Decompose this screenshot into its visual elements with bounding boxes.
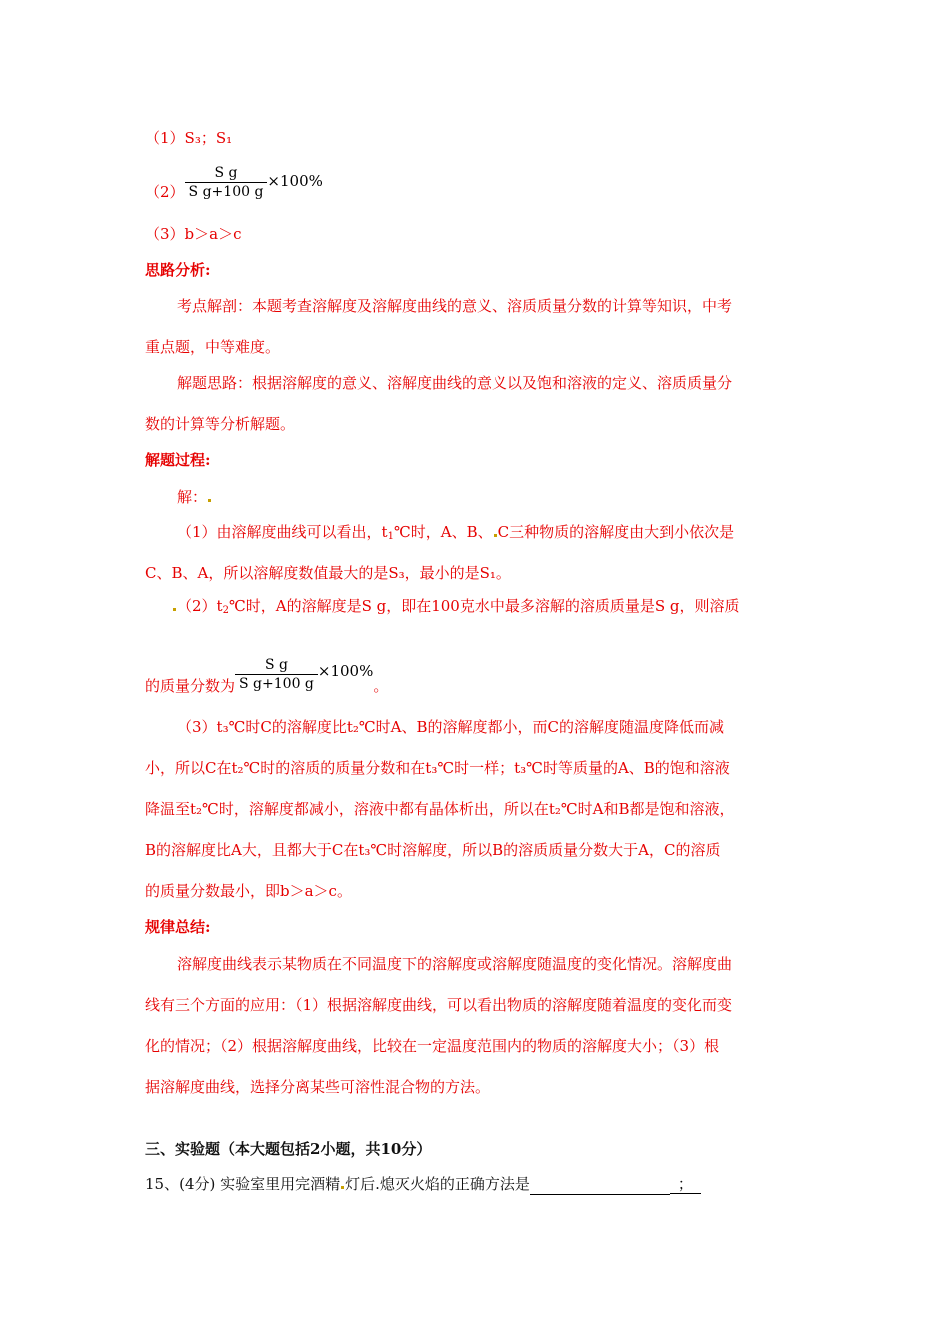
step2-line1	[172, 596, 740, 621]
summary-line1: 溶解度曲线表示某物质在不同温度下的溶解度或溶解度随温度的变化情况。溶解度曲	[177, 955, 733, 973]
answer-2-prefix: （2）	[145, 183, 185, 201]
step1-line2: C、B、A，所以溶解度数值最大的是S₃，最小的是S₁。	[145, 564, 511, 582]
step1-line1	[177, 522, 734, 547]
jie-label: 解：	[177, 488, 208, 506]
answer-1: （1）S₃；S₁	[145, 129, 233, 147]
stray-mark-icon	[208, 499, 211, 502]
step2-text-a: （2）t	[177, 597, 223, 615]
stray-mark-icon	[341, 1186, 344, 1189]
process-heading: 解题过程:	[145, 451, 211, 469]
step1-sub: 1	[387, 531, 394, 542]
step1-text-c: C三种物质的溶解度由大到小依次是	[497, 523, 735, 541]
answer-2	[145, 160, 323, 206]
stray-mark-icon	[494, 534, 497, 537]
formula-denominator: S g+100 g	[188, 184, 264, 200]
answer-3: （3）b＞a＞c	[145, 225, 242, 243]
step2-text-d: 。	[373, 677, 389, 695]
step2-line2	[145, 652, 388, 698]
step3-line2: 小，所以C在t₂℃时的溶质的质量分数和在t₃℃时一样；t₃℃时等质量的A、B的饱和溶液	[145, 759, 730, 777]
formula-numerator: S g	[214, 165, 238, 181]
analysis-p1-line2: 重点题，中等难度。	[145, 338, 281, 356]
q15-text-b: 灯后.熄灭火焰的正确方法是	[345, 1175, 530, 1193]
formula-times-100: ×100%	[267, 172, 323, 190]
section3-heading: 三、实验题（本大题包括2小题，共10分）	[145, 1140, 432, 1158]
step2-text-c: 的质量分数为	[145, 677, 236, 695]
analysis-p2-line1: 解题思路：根据溶解度的意义、溶解度曲线的意义以及饱和溶液的定义、溶质质量分	[177, 374, 733, 392]
summary-line2: 线有三个方面的应用：（1）根据溶解度曲线，可以看出物质的溶解度随着温度的变化而变	[145, 996, 733, 1014]
formula-times-100: ×100%	[317, 662, 374, 680]
summary-line3: 化的情况；（2）根据溶解度曲线，比较在一定温度范围内的物质的溶解度大小；（3）根	[145, 1037, 720, 1055]
stray-mark-icon	[173, 608, 176, 611]
step1-text-b: ℃时，A、B、	[393, 523, 493, 541]
answer-blank[interactable]	[530, 1176, 670, 1195]
summary-heading: 规律总结:	[145, 918, 211, 936]
formula-denominator: S g+100 g	[239, 676, 314, 692]
q15-end: ；	[670, 1175, 701, 1194]
step3-line1: （3）t₃℃时C的溶解度比t₂℃时A、B的溶解度都小，而C的溶解度随温度降低而减	[177, 718, 724, 736]
mass-fraction-formula	[185, 165, 268, 201]
step2-text-b: ℃时，A的溶解度是S g，即在100克水中最多溶解的溶质质量是S g，则溶质	[228, 597, 740, 615]
step2-sub: 2	[222, 605, 229, 616]
formula-numerator: S g	[264, 657, 288, 673]
analysis-heading: 思路分析:	[145, 261, 211, 279]
q15-text-a: 15、(4分) 实验室里用完酒精	[145, 1175, 341, 1193]
summary-line4: 据溶解度曲线，选择分离某些可溶性混合物的方法。	[145, 1078, 491, 1096]
step3-line5: 的质量分数最小，即b＞a＞c。	[145, 882, 352, 900]
step3-line3: 降温至t₂℃时，溶解度都减小，溶液中都有晶体析出，所以在t₂℃时A和B都是饱和溶液，	[145, 800, 735, 818]
mass-fraction-formula	[235, 657, 318, 693]
analysis-p1-line1: 考点解剖：本题考查溶解度及溶解度曲线的意义、溶质质量分数的计算等知识，中考	[177, 297, 733, 315]
analysis-p2-line2: 数的计算等分析解题。	[145, 415, 296, 433]
step1-text-a: （1）由溶解度曲线可以看出，t	[177, 523, 388, 541]
question-15	[145, 1174, 701, 1195]
process-jie	[177, 487, 212, 507]
step3-line4: B的溶解度比A大，且都大于C在t₃℃时溶解度，所以B的溶质质量分数大于A，C的溶质	[145, 841, 721, 859]
